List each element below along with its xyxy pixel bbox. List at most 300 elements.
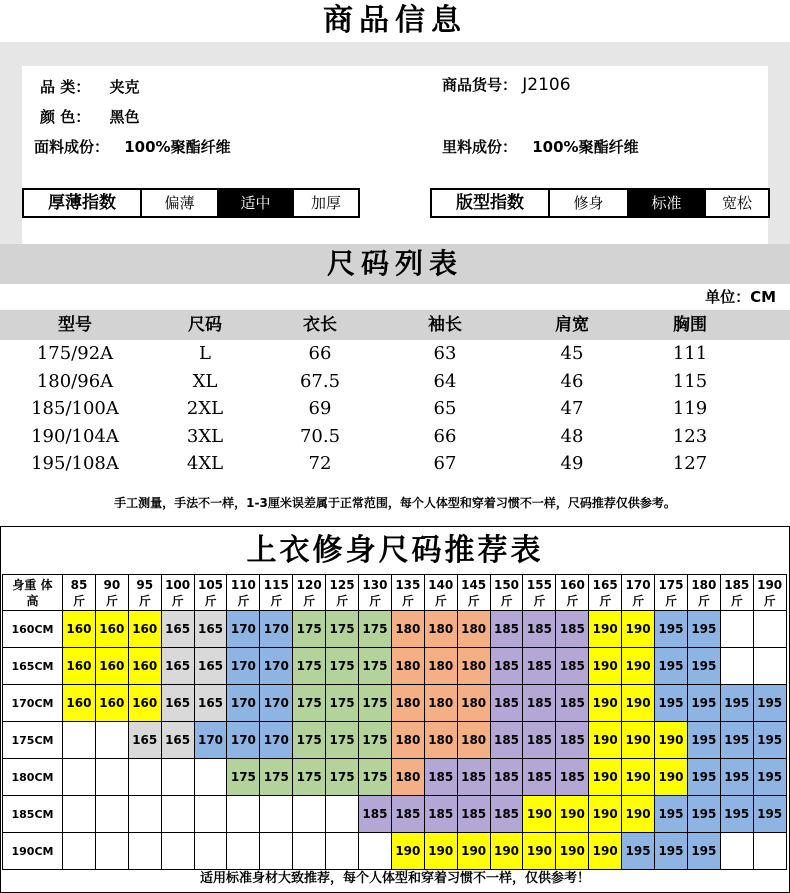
product-info-title: 商品信息 [0,0,790,42]
weight-value: 145 [461,577,487,592]
size-recommendation-cell: 195 [720,759,753,796]
size-recommendation-cell: 190 [556,796,589,833]
weight-unit: 斤 [401,593,414,608]
size-recommendation-cell: 190 [424,833,457,870]
recommendation-note: 适用标准身材大致推荐，每个人体型和穿着习惯不一样，仅供参考！ [199,871,590,886]
size-recommendation-cell: 170 [194,722,227,759]
weight-value: 180 [691,577,717,592]
size-recommendation-cell: 170 [260,722,293,759]
size-cell-size: 4XL [186,453,224,474]
fit-option-standard: 标准 [628,190,706,216]
weight-unit: 斤 [171,593,184,608]
size-recommendation-cell: 195 [655,796,688,833]
size-recommendation-cell: 185 [424,796,457,833]
header-chest: 胸围 [673,315,707,335]
size-row [0,423,790,451]
size-recommendation-cell: 180 [457,685,490,722]
size-recommendation-cell: 190 [589,685,622,722]
size-recommendation-cell: 175 [260,759,293,796]
size-recommendation-cell: 180 [424,722,457,759]
weight-unit: 斤 [697,593,710,608]
weight-unit: 斤 [368,593,381,608]
size-recommendation-cell: 185 [523,722,556,759]
size-recommendation-cell: 160 [95,611,128,648]
size-recommendation-cell: 160 [63,611,96,648]
size-cell-length: 67.5 [299,370,341,392]
size-recommendation-cell [326,796,359,833]
size-cell-sleeve: 65 [433,398,457,419]
weight-unit: 斤 [138,593,151,608]
size-cell-chest: 115 [672,370,708,392]
size-recommendation-cell [720,833,753,870]
size-recommendation-cell: 160 [128,611,161,648]
size-recommendation-cell [161,796,194,833]
thickness-label: 厚薄指数 [24,190,142,216]
size-recommendation-cell: 175 [326,722,359,759]
size-recommendation-cell [293,833,326,870]
size-recommendation-cell: 165 [161,648,194,685]
thickness-option-thin: 偏薄 [142,190,218,216]
size-cell-shoulder: 47 [560,398,584,419]
size-recommendation-cell [95,722,128,759]
size-cell-size: 3XL [186,425,224,447]
size-recommendation-cell [293,796,326,833]
size-recommendation-cell: 185 [490,685,523,722]
size-recommendation-cell: 190 [589,796,622,833]
size-recommendation-cell [128,796,161,833]
weight-header [260,575,293,611]
size-recommendation-cell: 185 [457,759,490,796]
fabric-value: 100%聚酯纤维 [124,138,231,156]
size-cell-model: 190/104A [31,425,119,447]
size-recommendation-cell: 170 [260,611,293,648]
fit-option-slim: 修身 [550,190,628,216]
thickness-index [22,188,360,218]
size-recommendation-cell: 180 [391,648,424,685]
size-recommendation-cell: 190 [391,833,424,870]
size-recommendation-cell: 180 [391,685,424,722]
size-row [0,395,790,423]
size-cell-shoulder: 49 [560,453,584,474]
size-recommendation-cell: 190 [622,648,655,685]
size-recommendation-cell: 190 [655,759,688,796]
size-recommendation-cell: 185 [391,796,424,833]
size-recommendation-cell: 185 [556,722,589,759]
size-recommendation-cell [194,759,227,796]
weight-header [63,575,96,611]
size-recommendation-cell: 165 [161,611,194,648]
size-recommendation-cell: 175 [293,648,326,685]
size-recommendation-cell: 190 [523,796,556,833]
size-recommendation-cell: 190 [622,611,655,648]
height-label: 185CM [3,796,63,833]
size-recommendation-cell: 160 [95,685,128,722]
size-chart-title: 尺码列表 [0,244,790,284]
size-recommendation-cell [326,833,359,870]
size-recommendation-cell: 185 [556,685,589,722]
size-recommendation-cell [63,722,96,759]
weight-unit: 斤 [434,593,447,608]
size-recommendation-cell: 185 [523,611,556,648]
table-row [3,759,787,796]
weight-header [424,575,457,611]
weight-unit: 斤 [664,593,677,608]
size-cell-sleeve: 63 [433,343,457,364]
category-value: 夹克 [109,78,140,96]
size-recommendation-cell [95,759,128,796]
weight-value: 170 [625,577,651,592]
weight-unit: 斤 [533,593,546,608]
size-recommendation-cell [63,833,96,870]
weight-header [687,575,720,611]
corner-weight-height: 身重 体 [12,577,53,592]
size-recommendation-cell: 195 [720,685,753,722]
fit-label: 版型指数 [432,190,550,216]
weight-value: 95 [136,577,154,592]
header-size: 尺码 [188,315,222,335]
table-row [3,648,787,685]
size-recommendation-cell: 185 [490,648,523,685]
size-recommendation-cell: 195 [687,759,720,796]
weight-unit: 斤 [566,593,579,608]
thickness-option-thick: 加厚 [310,194,341,212]
size-recommendation-cell: 185 [490,759,523,796]
weight-value: 130 [362,577,388,592]
size-recommendation-cell: 175 [359,722,392,759]
weight-unit: 斤 [270,593,283,608]
size-recommendation-cell: 195 [655,648,688,685]
size-cell-sleeve: 66 [433,425,457,447]
size-recommendation-cell: 190 [457,833,490,870]
size-recommendation-cell: 190 [589,759,622,796]
category-row [40,76,139,97]
lining-value: 100%聚酯纤维 [532,138,639,156]
size-recommendation-cell: 175 [227,759,260,796]
size-recommendation-cell: 195 [687,833,720,870]
item-no-row [442,74,571,95]
size-recommendation-cell [63,759,96,796]
size-recommendation-cell: 175 [359,759,392,796]
fit-index [430,188,770,218]
weight-header [95,575,128,611]
weight-value: 135 [395,577,421,592]
corner-height: 高 [26,593,39,608]
size-recommendation-cell: 165 [194,685,227,722]
size-cell-length: 66 [308,343,332,364]
recommendation-table [2,574,787,870]
size-recommendation-cell [161,833,194,870]
size-recommendation-cell: 160 [63,648,96,685]
weight-value: 150 [493,577,520,592]
size-recommendation-cell: 185 [523,685,556,722]
weight-value: 190 [757,577,783,592]
size-cell-model: 195/108A [31,453,119,474]
size-recommendation-cell: 195 [622,833,655,870]
size-recommendation-cell: 195 [753,685,786,722]
size-recommendation-cell: 160 [128,648,161,685]
size-chart-unit: 单位：CM [705,288,776,306]
size-cell-model: 180/96A [36,370,114,392]
size-recommendation-cell: 190 [622,796,655,833]
height-label: 165CM [3,648,63,685]
size-recommendation-cell: 195 [655,611,688,648]
size-recommendation-cell [753,611,786,648]
size-recommendation-cell: 170 [227,648,260,685]
size-recommendation-cell: 195 [720,796,753,833]
weight-unit: 斤 [237,593,250,608]
size-recommendation-cell: 185 [556,648,589,685]
category-label: 品 类： [40,78,91,96]
weight-value: 105 [197,577,224,592]
size-recommendation-cell [753,648,786,685]
weight-header [161,575,194,611]
size-recommendation-cell: 195 [753,759,786,796]
weight-value: 160 [559,577,585,592]
table-row [3,833,787,870]
size-recommendation-cell: 165 [161,722,194,759]
size-recommendation-cell: 195 [720,722,753,759]
size-recommendation-cell: 180 [424,611,457,648]
size-recommendation-cell: 180 [457,722,490,759]
color-row [40,106,139,127]
weight-unit: 斤 [730,593,743,608]
item-no-value: J2106 [522,75,571,95]
height-label: 190CM [3,833,63,870]
size-recommendation-cell: 195 [687,648,720,685]
fabric-row [34,136,231,157]
size-cell-length: 69 [308,398,332,419]
height-label: 180CM [3,759,63,796]
size-row [0,340,790,368]
header-sleeve: 袖长 [428,315,462,335]
weight-unit: 斤 [204,593,217,608]
weight-unit: 斤 [336,593,349,608]
weight-value: 110 [230,577,256,592]
size-recommendation-cell: 170 [227,722,260,759]
weight-value: 125 [329,577,355,592]
size-row [0,368,790,396]
size-recommendation-cell: 190 [589,648,622,685]
size-recommendation-cell: 190 [523,833,556,870]
size-recommendation-cell: 185 [490,796,523,833]
size-recommendation-cell: 165 [194,611,227,648]
weight-value: 165 [592,577,618,592]
size-cell-size: L [199,343,211,364]
size-recommendation-cell: 180 [391,722,424,759]
size-recommendation-cell: 185 [556,759,589,796]
weight-unit: 斤 [599,593,612,608]
header-length: 衣长 [303,315,337,335]
size-recommendation-cell [720,648,753,685]
size-recommendation-cell: 180 [424,685,457,722]
size-recommendation-cell [161,759,194,796]
weight-unit: 斤 [303,593,316,608]
size-recommendation-cell: 190 [589,611,622,648]
table-corner [3,575,63,611]
weight-value: 140 [428,577,454,592]
size-recommendation-cell: 195 [687,722,720,759]
size-recommendation-cell: 165 [194,648,227,685]
size-recommendation-cell: 170 [260,685,293,722]
size-cell-length: 70.5 [299,425,341,447]
size-recommendation-cell: 195 [655,685,688,722]
table-row [3,722,787,759]
size-recommendation-cell: 180 [391,611,424,648]
weight-header [391,575,424,611]
weight-unit: 斤 [632,593,645,608]
size-recommendation-cell: 180 [424,648,457,685]
weight-unit: 斤 [72,593,85,608]
weight-value: 185 [724,577,750,592]
size-recommendation-cell: 190 [490,833,523,870]
lining-label: 里料成份： [442,138,518,156]
size-recommendation-cell: 180 [391,759,424,796]
size-recommendation-cell: 175 [326,611,359,648]
fit-option-loose: 宽松 [721,194,752,212]
weight-header [655,575,688,611]
size-recommendation-cell: 175 [326,759,359,796]
weight-header [359,575,392,611]
size-recommendation-cell: 190 [622,722,655,759]
size-cell-chest: 111 [672,343,708,364]
size-chart-note: 手工测量，手法不一样，1-3厘米误差属于正常范围，每个人体型和穿着习惯不一样，尺码推荐仅供参考。 [114,496,676,510]
size-cell-shoulder: 45 [560,343,584,364]
size-cell-shoulder: 46 [560,370,584,392]
size-recommendation-cell: 180 [457,611,490,648]
size-recommendation-cell: 190 [589,833,622,870]
size-recommendation-cell: 175 [326,685,359,722]
size-recommendation-cell [720,611,753,648]
size-recommendation-cell: 175 [359,648,392,685]
size-recommendation-cell: 165 [128,722,161,759]
size-recommendation-cell: 195 [655,833,688,870]
weight-header [326,575,359,611]
size-cell-model: 185/100A [31,398,119,419]
size-recommendation-cell: 175 [293,759,326,796]
size-cell-shoulder: 48 [560,425,584,447]
weight-header [128,575,161,611]
size-recommendation-cell: 185 [424,759,457,796]
size-recommendation-cell: 195 [687,796,720,833]
size-recommendation-cell [128,833,161,870]
size-recommendation-cell: 175 [359,685,392,722]
size-recommendation-cell: 175 [293,722,326,759]
size-recommendation-cell: 175 [359,611,392,648]
size-cell-sleeve: 64 [433,370,457,392]
lining-row [442,136,639,157]
size-cell-size: 2XL [186,398,224,419]
weight-header [720,575,753,611]
size-cell-chest: 127 [672,453,708,474]
size-recommendation-cell: 185 [556,611,589,648]
size-recommendation-cell [260,796,293,833]
size-recommendation-cell: 190 [556,833,589,870]
weight-value: 155 [526,577,552,592]
size-recommendation-cell [753,833,786,870]
size-recommendation-cell: 170 [260,648,293,685]
size-recommendation-cell: 195 [753,722,786,759]
size-recommendation-cell: 175 [326,648,359,685]
table-row [3,685,787,722]
size-recommendation-cell: 160 [63,685,96,722]
weight-header [622,575,655,611]
size-recommendation-cell: 195 [687,685,720,722]
size-recommendation-cell [227,796,260,833]
size-recommendation-cell [194,833,227,870]
size-recommendation-cell [194,796,227,833]
size-cell-sleeve: 67 [433,453,457,474]
size-recommendation-cell: 185 [523,648,556,685]
size-cell-chest: 123 [672,425,708,447]
size-recommendation-cell: 185 [490,722,523,759]
weight-header [227,575,260,611]
size-recommendation-cell [359,833,392,870]
size-recommendation-cell [95,796,128,833]
weight-header [589,575,622,611]
weight-header [753,575,786,611]
size-recommendation-cell: 165 [161,685,194,722]
size-recommendation-cell: 160 [95,648,128,685]
color-label: 颜 色： [40,108,91,126]
weight-value: 120 [296,577,322,592]
size-recommendation-cell [95,833,128,870]
fabric-label: 面料成份： [34,138,110,156]
weight-unit: 斤 [500,593,513,608]
recommendation-title: 上衣修身尺码推荐表 [246,533,544,568]
size-recommendation-cell: 185 [457,796,490,833]
size-recommendation-cell: 175 [293,685,326,722]
header-shoulder: 肩宽 [555,315,589,335]
weight-header [556,575,589,611]
item-no-label: 商品货号： [442,76,518,94]
size-recommendation-cell: 195 [753,796,786,833]
header-model: 型号 [58,315,92,335]
weight-unit: 斤 [467,593,480,608]
weight-header [293,575,326,611]
weight-value: 90 [103,577,121,592]
size-chart-header [0,310,790,340]
size-cell-model: 175/92A [36,343,114,364]
size-cell-length: 72 [308,453,332,474]
weight-value: 175 [658,577,684,592]
size-recommendation-cell: 190 [622,685,655,722]
size-recommendation-cell [128,759,161,796]
size-recommendation-cell: 190 [655,722,688,759]
size-recommendation-cell [227,833,260,870]
table-row [3,611,787,648]
weight-header [194,575,227,611]
size-cell-chest: 119 [672,398,708,419]
weight-value: 100 [165,577,191,592]
weight-value: 85 [70,577,88,592]
size-recommendation-cell: 170 [227,611,260,648]
size-recommendation-cell: 170 [227,685,260,722]
thickness-option-medium: 适中 [218,190,294,216]
size-recommendation-cell: 185 [359,796,392,833]
size-recommendation-cell: 190 [622,759,655,796]
size-recommendation-cell: 175 [293,611,326,648]
height-label: 175CM [3,722,63,759]
size-recommendation-cell: 195 [687,611,720,648]
weight-header [490,575,523,611]
table-row [3,796,787,833]
size-recommendation-cell [63,796,96,833]
size-recommendation-cell: 185 [490,611,523,648]
size-recommendation-cell: 190 [589,722,622,759]
size-recommendation-cell [260,833,293,870]
weight-unit: 斤 [105,593,118,608]
size-recommendation-cell: 185 [523,759,556,796]
